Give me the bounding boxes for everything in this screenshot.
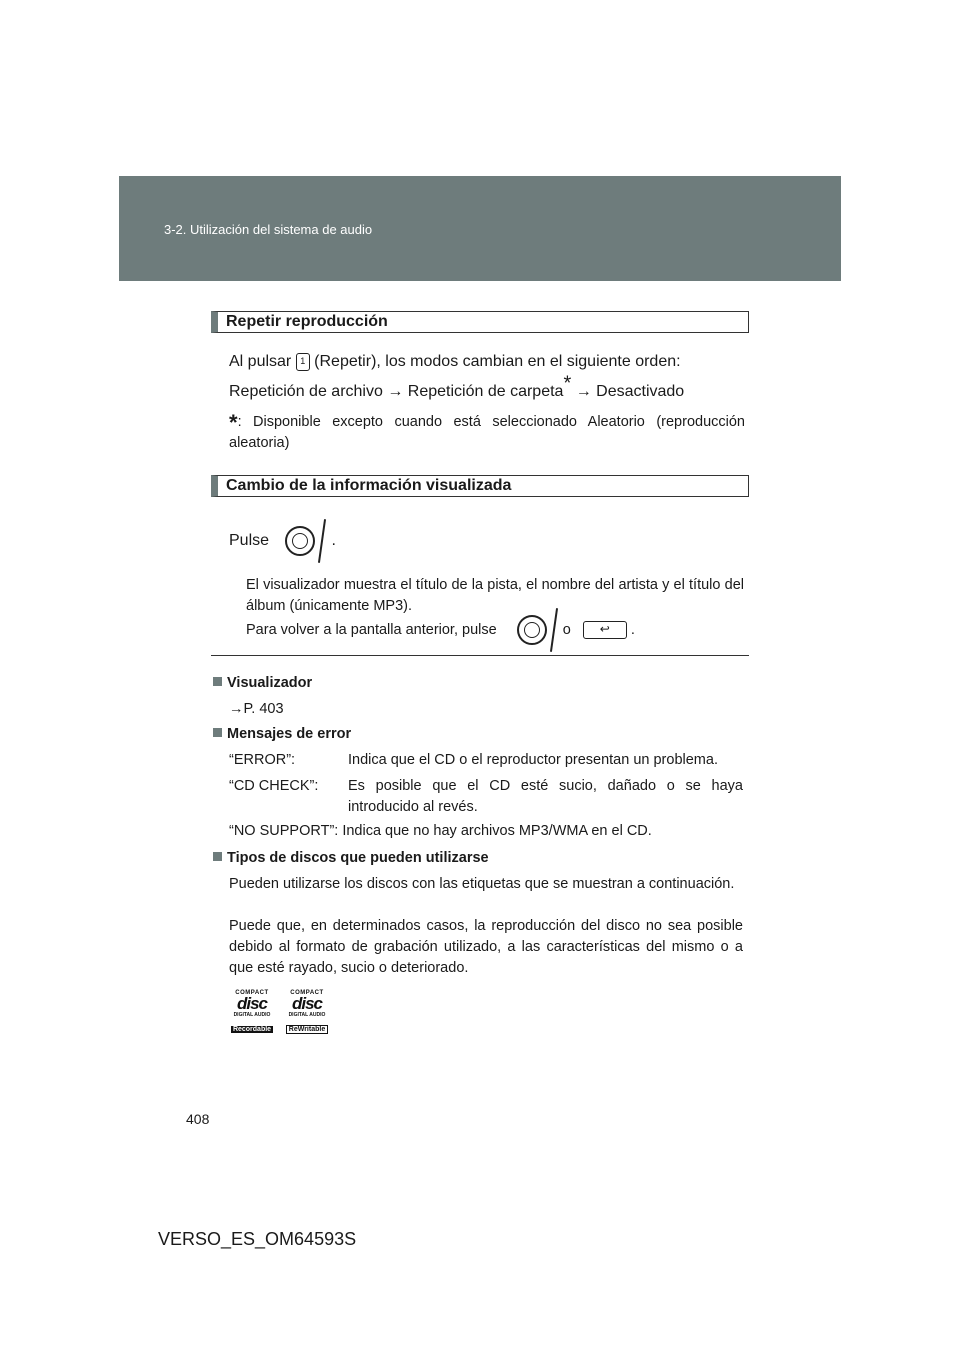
back-period: . bbox=[630, 622, 635, 638]
page-number: 408 bbox=[186, 1111, 210, 1127]
logo-tag: ReWritable bbox=[286, 1025, 328, 1034]
section-title-display-info: Cambio de la información visualizada bbox=[211, 475, 749, 497]
section-title-repeat: Repetir reproducción bbox=[211, 311, 749, 333]
logo-tag: Recordable bbox=[232, 1026, 272, 1033]
back-text: Para volver a la pantalla anterior, pulse bbox=[246, 622, 497, 638]
logo-compact: COMPACT bbox=[235, 990, 269, 996]
logo-compact: COMPACT bbox=[290, 990, 324, 996]
pulse-instruction bbox=[229, 519, 336, 563]
document-code: VERSO_ES_OM64593S bbox=[158, 1229, 357, 1249]
mode-off: Desactivado bbox=[596, 383, 685, 400]
error-desc: Es posible que el CD esté sucio, dañado o se haya introducido al revés. bbox=[348, 778, 743, 815]
chapter-header-band bbox=[119, 176, 841, 281]
disc-para-2: Puede que, en determinados casos, la reproducción del disco no sea posible debido al formato de grabación utilizado, a las características del mismo o a que esté rayado, sucio o deteriorado. bbox=[229, 918, 743, 976]
bullet-title: Tipos de discos que pueden utilizarse bbox=[227, 850, 489, 866]
knob-slash bbox=[550, 608, 558, 652]
arrow-icon: → bbox=[575, 383, 592, 400]
error-code: “ERROR”: bbox=[229, 752, 296, 768]
mode-folder: Repetición de carpeta bbox=[407, 383, 564, 400]
pulse-text: Pulse bbox=[229, 532, 270, 550]
mode-file: Repetición de archivo bbox=[229, 383, 383, 400]
bullet-visualizador bbox=[213, 675, 312, 691]
error-desc: Indica que el CD o el reproductor presentan un problema. bbox=[348, 752, 718, 768]
bullet-error-messages bbox=[213, 726, 351, 742]
knob-slash bbox=[318, 519, 326, 563]
error-nosupport: “NO SUPPORT”: Indica que no hay archivos MP3/WMA en el CD. bbox=[229, 823, 652, 839]
logo-digital-audio: DIGITAL AUDIO bbox=[288, 1012, 326, 1018]
footnote-asterisk: * bbox=[229, 410, 238, 435]
error-code: “CD CHECK”: bbox=[229, 778, 319, 794]
square-bullet-icon bbox=[213, 677, 222, 686]
section-breadcrumb: 3-2. Utilización del sistema de audio bbox=[164, 222, 373, 237]
tune-knob-icon bbox=[285, 526, 315, 556]
page-reference: →P. 403 bbox=[229, 701, 284, 717]
footnote bbox=[229, 412, 745, 454]
tune-knob-icon bbox=[517, 615, 547, 645]
back-button-icon: ↩ bbox=[583, 621, 627, 639]
cd-rewritable-logo bbox=[284, 990, 330, 1033]
cd-recordable-logo bbox=[229, 990, 275, 1033]
bullet-disc-types bbox=[213, 850, 489, 866]
logo-disc: disc bbox=[291, 994, 323, 1013]
square-bullet-icon bbox=[213, 728, 222, 737]
or-text: o bbox=[562, 622, 571, 638]
repeat-sequence bbox=[229, 372, 685, 403]
arrow-icon: → bbox=[387, 383, 404, 400]
bullet-title: Mensajes de error bbox=[227, 726, 352, 742]
repeat-text-a: Al pulsar bbox=[229, 353, 292, 370]
logo-disc: disc bbox=[236, 994, 268, 1013]
footnote-text: : Disponible excepto cuando está seleccionado Aleatorio (reproducción aleatoria) bbox=[229, 414, 745, 451]
repeat-instruction bbox=[229, 351, 681, 373]
back-instruction bbox=[246, 608, 635, 652]
asterisk-mark: * bbox=[563, 372, 572, 395]
divider bbox=[211, 655, 749, 656]
bullet-title: Visualizador bbox=[227, 675, 313, 691]
square-bullet-icon bbox=[213, 852, 222, 861]
repeat-icon: 1 bbox=[296, 353, 310, 371]
pulse-period: . bbox=[331, 532, 336, 550]
display-note: El visualizador muestra el título de la pista, el nombre del artista y el título del álbum (únicamente MP3). bbox=[246, 577, 744, 614]
logo-digital-audio: DIGITAL AUDIO bbox=[233, 1012, 271, 1018]
disc-para-1: Pueden utilizarse los discos con las etiquetas que se muestran a continuación. bbox=[229, 876, 735, 892]
repeat-text-b: (Repetir), los modos cambian en el siguiente orden: bbox=[314, 353, 681, 370]
